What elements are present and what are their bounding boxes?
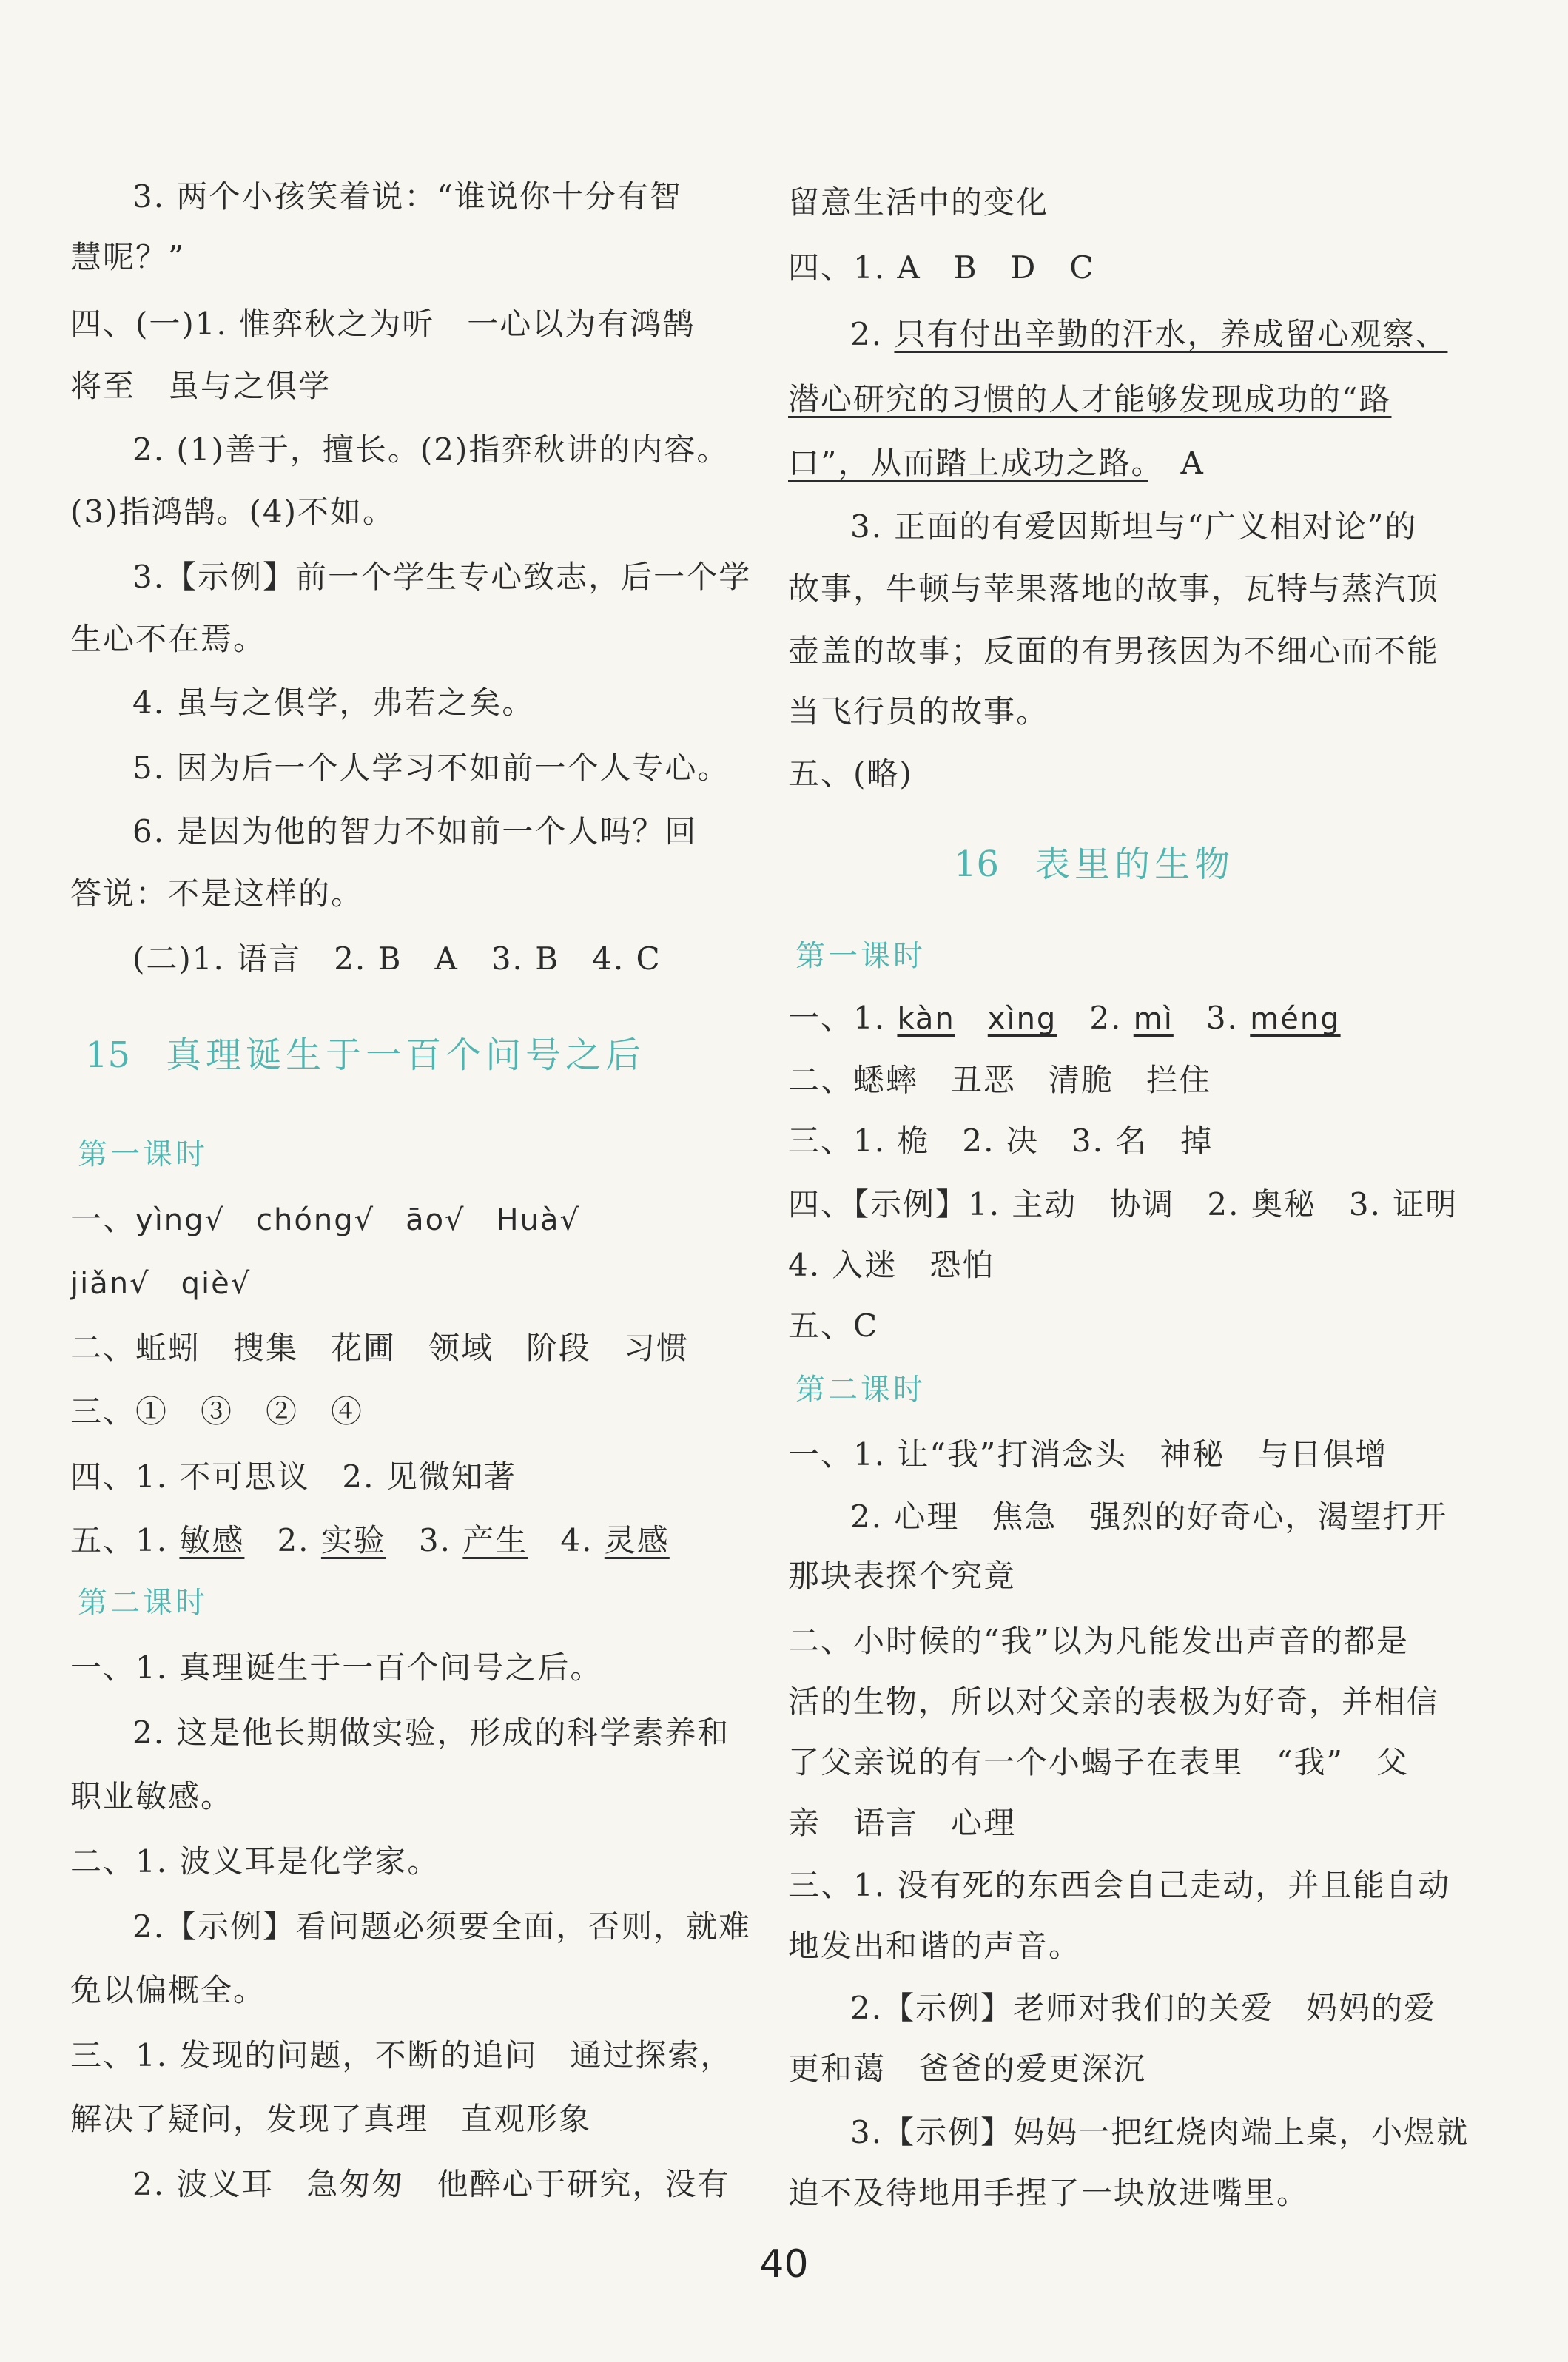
answer-line: 慧呢？”: [70, 239, 186, 275]
text-segment: 2.: [244, 1522, 321, 1558]
answer-line: 生心不在焉。: [70, 621, 266, 657]
answer-line: 了父亲说的有一个小蝎子在表里 “我” 父: [788, 1744, 1409, 1780]
answer-line: [70, 1262, 251, 1305]
answer-line: [788, 443, 1205, 484]
answer-line: (二)1. 语言 2. B A 3. B 4. C: [132, 941, 662, 977]
answer-line: (3)指鸿鹄。(4)不如。: [70, 494, 395, 530]
text-segment: 3.: [1173, 1000, 1251, 1036]
period-heading: 第二课时: [795, 1373, 926, 1407]
underlined-word: 产生: [462, 1522, 528, 1558]
lesson-title: 真理诞生于一百个问号之后: [166, 1034, 646, 1076]
period-heading: 第二课时: [78, 1586, 208, 1620]
answer-line: [70, 1520, 670, 1561]
answer-line: 亲 语言 心理: [788, 1805, 1017, 1841]
left-column: [70, 0, 752, 2220]
answer-line: 当飞行员的故事。: [788, 693, 1049, 730]
answer-line: 3.【示例】前一个学生专心致志，后一个学: [132, 559, 752, 595]
pinyin-answers: jiǎn√ qiè√: [70, 1267, 252, 1301]
answer-line: 三、1. 发现的问题，不断的追问 通过探索，: [70, 2037, 733, 2073]
lesson-title: 表里的生物: [1034, 844, 1235, 885]
answer-line: [788, 379, 1391, 420]
answer-line: 2. 心理 焦急 强烈的好奇心，渴望打开: [850, 1498, 1448, 1535]
answer-line: 三、① ③ ② ④: [70, 1393, 364, 1430]
text-segment: 3.: [386, 1522, 463, 1558]
pinyin-answer: mì: [1133, 1002, 1174, 1036]
section-label: 一、: [70, 1201, 136, 1237]
answer-line: 6. 是因为他的智力不如前一个人吗？回: [132, 813, 698, 849]
period-heading: 第一课时: [795, 939, 926, 973]
answer-line: 2. 这是他长期做实验，形成的科学素养和: [132, 1715, 730, 1751]
text-segment: 一、1.: [788, 1000, 898, 1036]
answer-line: 迫不及待地用手捏了一块放进嘴里。: [788, 2175, 1310, 2211]
lesson-number: 15: [85, 1034, 131, 1076]
pinyin-answers: yìng√ chóng√ āo√ Huà√: [135, 1203, 580, 1237]
pinyin-answer: xìng: [987, 1002, 1057, 1036]
lesson-number: 16: [954, 844, 1000, 885]
answer-line: 解决了疑问，发现了真理 直观形象: [70, 2101, 592, 2137]
answer-line: 地发出和谐的声音。: [788, 1928, 1082, 1964]
answer-line: 职业敏感。: [70, 1778, 234, 1814]
answer-line: 5. 因为后一个人学习不如前一个人专心。: [132, 750, 730, 786]
underlined-word: 实验: [320, 1522, 386, 1558]
answer-line: 2.【示例】老师对我们的关爱 妈妈的爱: [850, 1990, 1437, 2026]
period-heading: 第一课时: [78, 1137, 208, 1171]
answer-line: 2. 波义耳 急匆匆 他醉心于研究，没有: [132, 2166, 730, 2202]
right-column: [788, 0, 1470, 2220]
text-segment: 2.: [1057, 1000, 1134, 1036]
answer-line: 四、1. A B D C: [788, 249, 1095, 286]
text-segment: 五、1.: [70, 1522, 180, 1558]
answer-line: 五、C: [788, 1308, 879, 1344]
answer-line: 免以偏概全。: [70, 1972, 266, 2008]
answer-line: [788, 997, 1341, 1040]
answer-line: 二、蚯蚓 搜集 花圃 领域 阶段 习惯: [70, 1330, 690, 1366]
text-segment: 4.: [528, 1522, 605, 1558]
underlined-word: 灵感: [604, 1522, 670, 1558]
answer-line: 3.【示例】妈妈一把红烧肉端上桌，小煜就: [850, 2114, 1470, 2150]
answer-line: 三、1. 桅 2. 决 3. 名 掉: [788, 1123, 1214, 1159]
pinyin-answer: kàn: [897, 1002, 955, 1036]
underlined-sentence: 潜心研究的习惯的人才能够发现成功的“路: [788, 381, 1392, 417]
answer-line: 二、1. 波义耳是化学家。: [70, 1843, 440, 1880]
answer-line: 一、1. 真理诞生于一百个问号之后。: [70, 1649, 603, 1686]
answer-line: 答说：不是这样的。: [70, 875, 364, 912]
answer-line: 4. 虽与之俱学，弗若之矣。: [132, 684, 535, 721]
page-number: 40: [759, 2242, 809, 2287]
answer-line: 那块表探个究竟: [788, 1558, 1017, 1594]
answer-line: 3. 正面的有爱因斯坦与“广义相对论”的: [850, 508, 1418, 545]
underlined-word: 敏感: [179, 1522, 245, 1558]
answer-line: 五、(略): [788, 756, 913, 792]
underlined-sentence: 口”，从而踏上成功之路。: [788, 445, 1148, 481]
answer-line: 壶盖的故事；反面的有男孩因为不细心而不能: [788, 633, 1440, 669]
lesson-heading-15: [85, 1033, 645, 1077]
answer-line: 2. (1)善于，擅长。(2)指弈秋讲的内容。: [132, 431, 730, 468]
pinyin-answer: méng: [1250, 1002, 1341, 1036]
underlined-sentence: 只有付出辛勤的汗水，养成留心观察、: [894, 316, 1448, 352]
answer-line: 三、1. 没有死的东西会自己走动，并且能自动: [788, 1867, 1451, 1903]
answer-line: 四、1. 不可思议 2. 见微知著: [70, 1458, 517, 1495]
answer-line: 活的生物，所以对父亲的表极为好奇，并相信: [788, 1683, 1440, 1720]
text-segment: 2.: [850, 316, 895, 352]
answer-line: 3. 两个小孩笑着说：“谁说你十分有智: [132, 178, 682, 215]
answer-line: 二、小时候的“我”以为凡能发出声音的都是: [788, 1623, 1409, 1659]
answer-line: 将至 虽与之俱学: [70, 368, 332, 404]
answer-line: 二、蟋蟀 丑恶 清脆 拦住: [788, 1062, 1212, 1098]
answer-line: 故事，牛顿与苹果落地的故事，瓦特与蒸汽顶: [788, 571, 1440, 607]
answer-line: 四、【示例】1. 主动 协调 2. 奥秘 3. 证明: [788, 1186, 1458, 1222]
answer-line: 一、1. 让“我”打消念头 神秘 与日俱增: [788, 1436, 1388, 1473]
answer-line: 更和蔼 爸爸的爱更深沉: [788, 2050, 1147, 2087]
answer-line: 4. 入迷 恐怕: [788, 1247, 995, 1283]
text-segment: A: [1148, 445, 1205, 481]
answer-line: 留意生活中的变化: [788, 184, 1049, 221]
answer-line: 四、(一)1. 惟弈秋之为听 一心以为有鸿鹄: [70, 306, 696, 342]
answer-line: 2.【示例】看问题必须要全面，否则，就难: [132, 1908, 752, 1945]
lesson-heading-16: [954, 842, 1234, 886]
answer-line: [850, 314, 1447, 355]
answer-line: [70, 1199, 580, 1241]
